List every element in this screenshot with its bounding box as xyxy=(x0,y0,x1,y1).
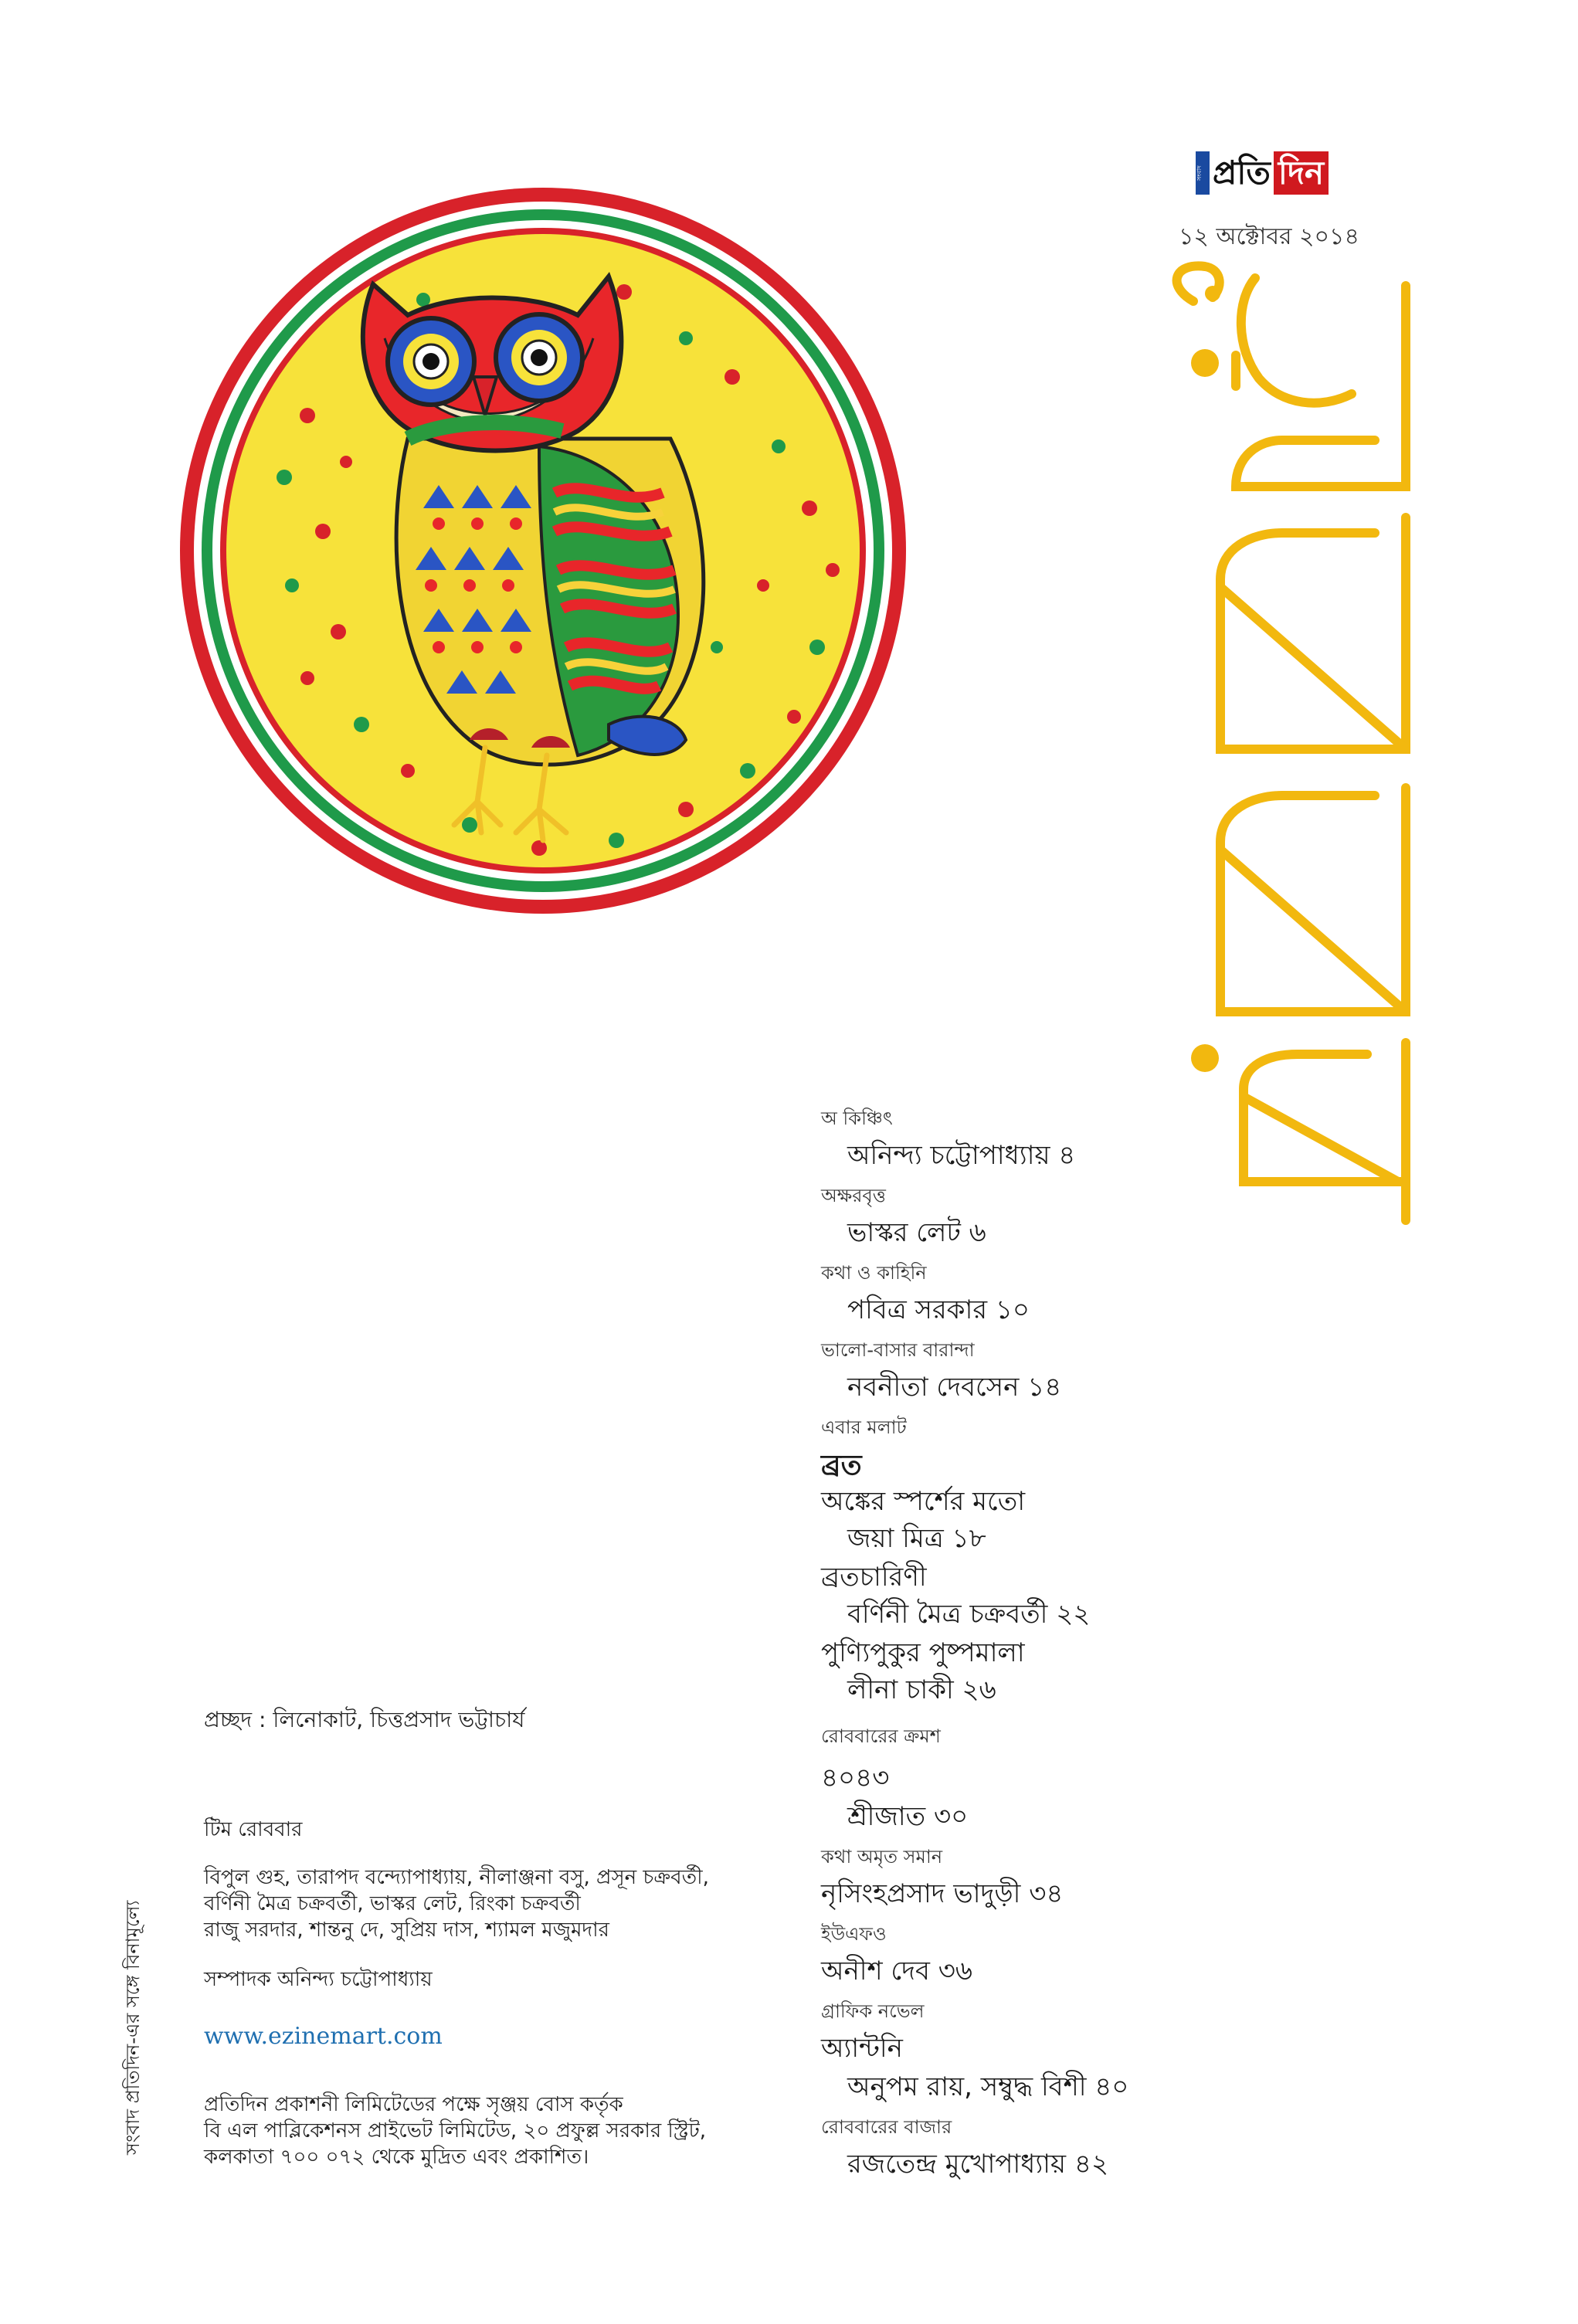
logo-word-1: প্রতি xyxy=(1210,151,1274,195)
issue-date: ১২ অক্টোবর ২০১৪ xyxy=(1178,223,1359,250)
contents-entry: নবনীতা দেবসেন ১৪ xyxy=(847,1372,1062,1403)
editor-credit: সম্পাদক অনিন্দ্য চট্টোপাধ্যায় xyxy=(204,1968,433,1991)
contents-entry: পবিত্র সরকার ১০ xyxy=(847,1294,1030,1325)
team-heading: টিম রোববার xyxy=(204,1818,303,1841)
contents-entry: বর্ণিনী মৈত্র চক্রবর্তী ২২ xyxy=(847,1599,1091,1630)
section-heading: ইউএফও xyxy=(821,1923,887,1945)
contents-entry: ব্রতচারিণী xyxy=(821,1562,927,1593)
section-heading: ভালো-বাসার বারান্দা xyxy=(821,1339,975,1361)
contents-entry: পুণ্যিপুকুর পুষ্পমালা xyxy=(821,1637,1025,1668)
section-heading: রোববারের ক্রমশ xyxy=(821,1725,941,1747)
cover-owl-painting xyxy=(176,184,910,918)
contents-entry: অ্যান্টনি xyxy=(821,2033,903,2064)
contents-entry: অঙ্কের স্পর্শের মতো xyxy=(821,1486,1026,1517)
contents-entry: অনীশ দেব ৩৬ xyxy=(821,1956,972,1986)
section-heading: গ্রাফিক নভেল xyxy=(821,2000,925,2022)
section-heading: এবার মলাট xyxy=(821,1416,907,1438)
contents-entry: ৪০৪৩ xyxy=(821,1763,890,1793)
contents-entry: রজতেন্দ্র মুখোপাধ্যায় ৪২ xyxy=(847,2149,1109,2180)
free-supplement-note: সংবাদ প্রতিদিন-এর সঙ্গে বিনামূল্যে xyxy=(122,1900,144,2155)
imprint-line: প্রতিদিন প্রকাশনী লিমিটেডের পক্ষে সৃঞ্জয় বোস কর্তৃক xyxy=(204,2093,623,2116)
masthead-title xyxy=(1120,255,1429,1228)
team-line: বিপুল গুহ, তারাপদ বন্দ্যোপাধ্যায়, নীলাঞ্জনা বসু, প্রসূন চক্রবর্তী, xyxy=(204,1866,709,1889)
contents-entry: শ্রীজাত ৩০ xyxy=(847,1801,969,1832)
cover-credit: প্রচ্ছদ : লিনোকাট, চিত্তপ্রসাদ ভট্টাচার্য xyxy=(204,1707,525,1732)
imprint-line: কলকাতা ৭০০ ০৭২ থেকে মুদ্রিত এবং প্রকাশিত। xyxy=(204,2146,589,2169)
section-heading: অক্ষরবৃত্ত xyxy=(821,1185,886,1206)
logo-small-word: সংবাদ xyxy=(1196,151,1210,195)
team-members xyxy=(204,1864,791,1943)
contents-entry: অনিন্দ্য চট্টোপাধ্যায় ৪ xyxy=(847,1140,1076,1171)
contents-entry: জয়া মিত্র ১৮ xyxy=(847,1523,986,1554)
imprint-line: বি এল পাব্লিকেশনস প্রাইভেট লিমিটেড, ২০ প্রফুল্ল সরকার স্ট্রিট, xyxy=(204,2119,707,2142)
newspaper-logo xyxy=(1196,151,1350,195)
team-line: বর্ণিনী মৈত্র চক্রবর্তী, ভাস্কর লেট, রিংকা চক্রবর্তী xyxy=(204,1892,581,1915)
contents-entry: নৃসিংহপ্রসাদ ভাদুড়ী ৩৪ xyxy=(821,1878,1064,1909)
contents-entry: অনুপম রায়, সম্বুদ্ধ বিশী ৪০ xyxy=(847,2071,1129,2102)
section-heading: অ কিঞ্চিৎ xyxy=(821,1108,893,1129)
section-heading: রোববারের বাজার xyxy=(821,2116,952,2138)
contents-entry: ভাস্কর লেট ৬ xyxy=(847,1217,986,1248)
logo-word-2: দিন xyxy=(1274,151,1329,195)
section-heading: কথা অমৃত সমান xyxy=(821,1846,943,1868)
imprint-block xyxy=(204,2092,791,2170)
cover-story-title: ব্রত xyxy=(821,1450,862,1481)
section-heading: কথা ও কাহিনি xyxy=(821,1262,927,1284)
contents-entry: লীনা চাকী ২৬ xyxy=(847,1674,996,1705)
website-link[interactable]: www.ezinemart.com xyxy=(204,2023,443,2050)
team-line: রাজু সরদার, শান্তনু দে, সুপ্রিয় দাস, শ্যামল মজুমদার xyxy=(204,1919,609,1942)
